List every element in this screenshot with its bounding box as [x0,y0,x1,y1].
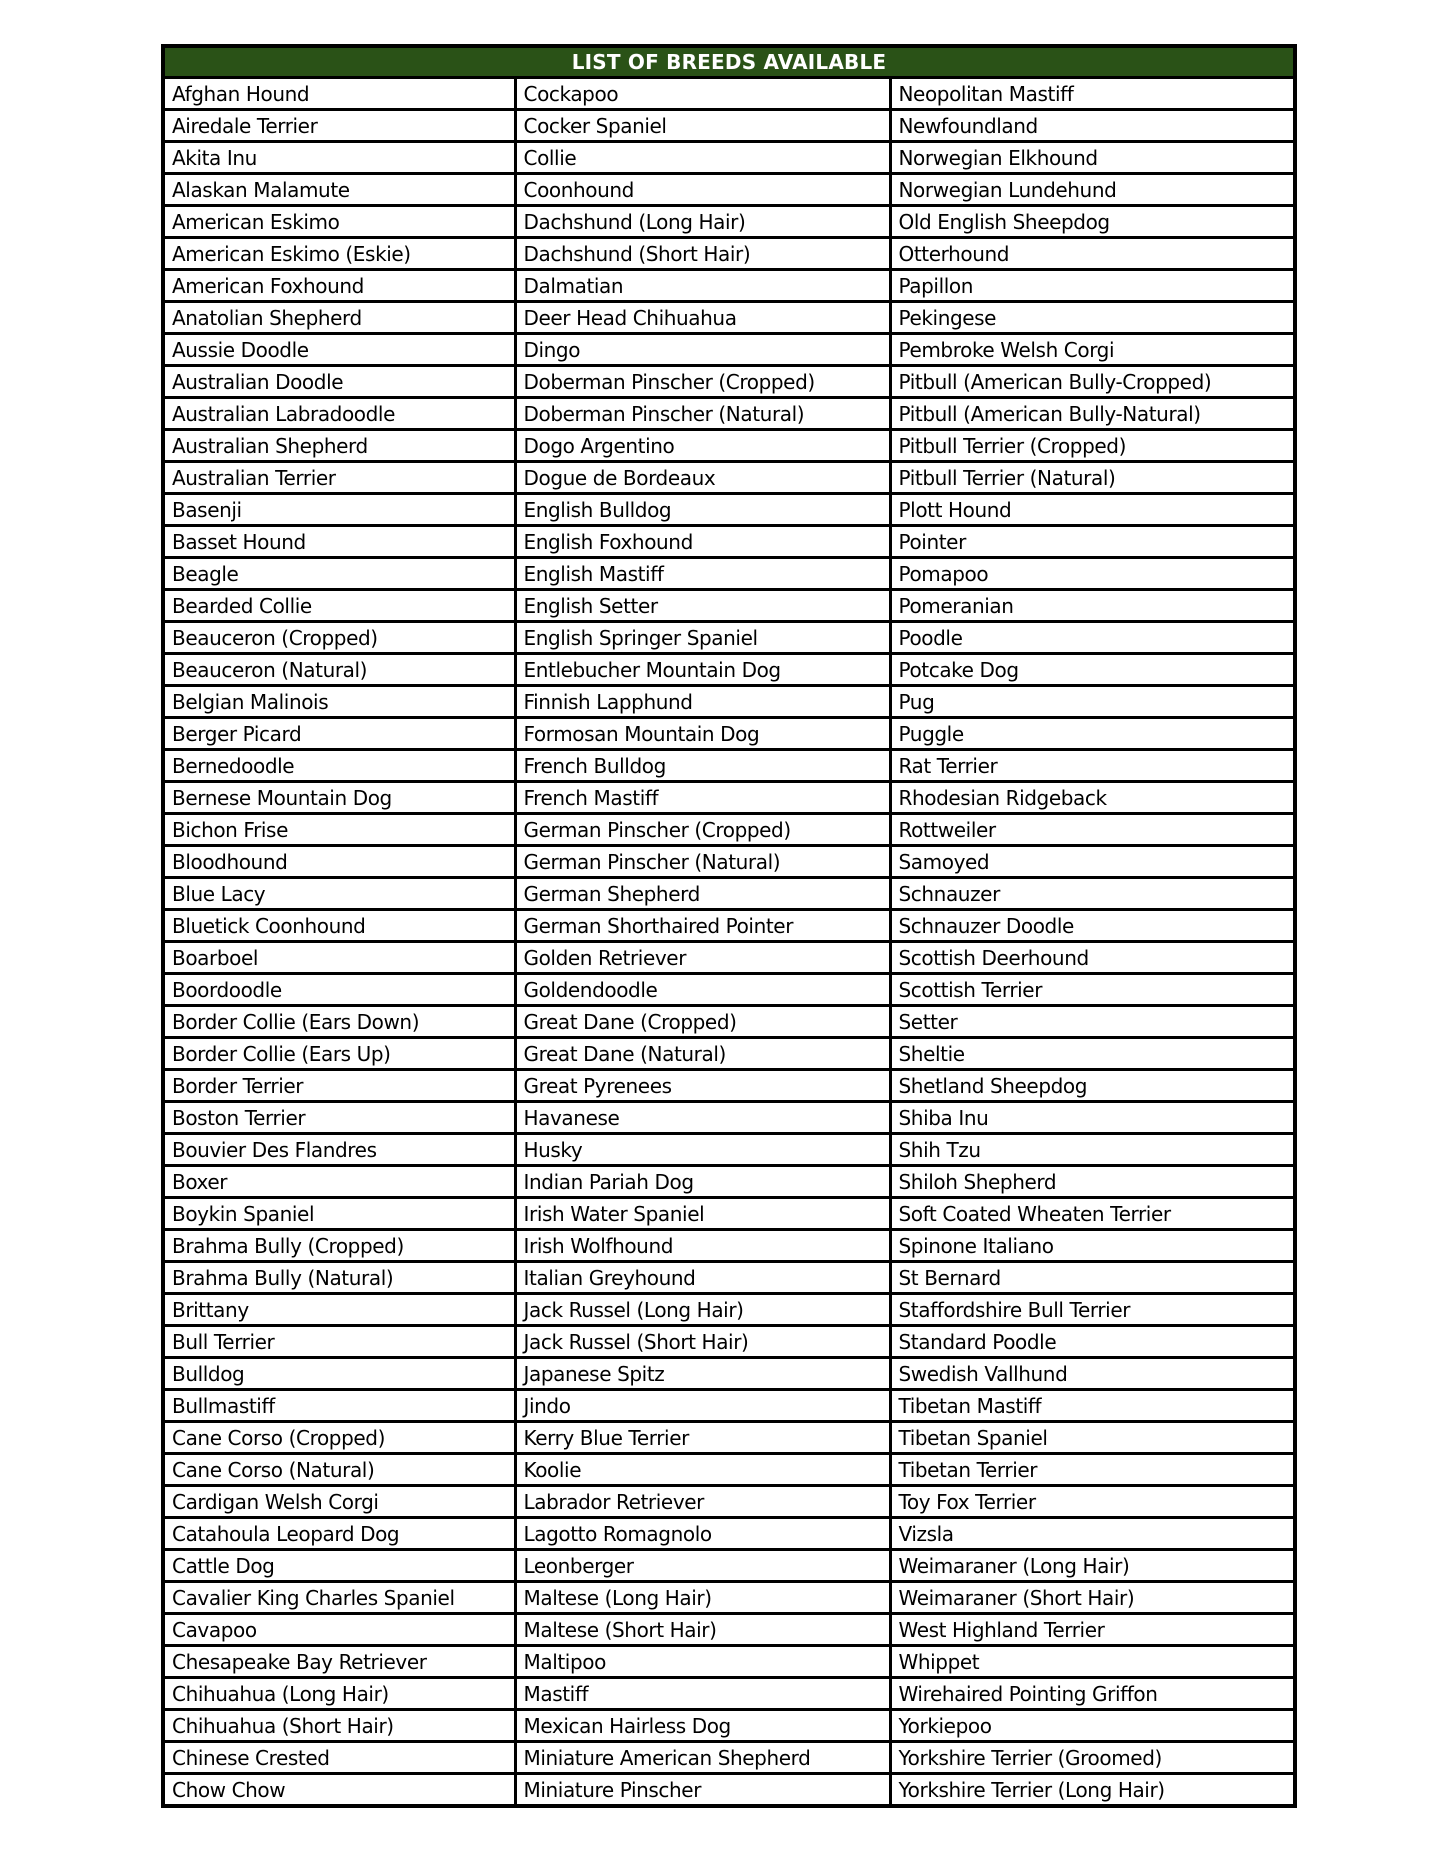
breed-cell: American Eskimo [163,206,515,238]
breed-cell: Miniature American Shepherd [515,1742,890,1774]
breed-cell: Pekingese [890,302,1295,334]
breed-cell: Border Collie (Ears Down) [163,1006,515,1038]
breed-cell: English Mastiff [515,558,890,590]
breed-cell: Tibetan Mastiff [890,1390,1295,1422]
breed-cell: Cocker Spaniel [515,110,890,142]
breed-cell: Tibetan Terrier [890,1454,1295,1486]
breed-cell: Chow Chow [163,1774,515,1807]
breed-cell: Beagle [163,558,515,590]
breed-cell: Australian Doodle [163,366,515,398]
breed-cell: English Bulldog [515,494,890,526]
breed-cell: Dachshund (Long Hair) [515,206,890,238]
breed-cell: Schnauzer [890,878,1295,910]
breed-cell: Airedale Terrier [163,110,515,142]
breed-cell: Potcake Dog [890,654,1295,686]
table-row [163,814,1295,846]
table-row [163,1326,1295,1358]
breed-cell: Cane Corso (Natural) [163,1454,515,1486]
breed-cell: Old English Sheepdog [890,206,1295,238]
breed-cell: Samoyed [890,846,1295,878]
breed-cell: Cattle Dog [163,1550,515,1582]
breed-cell: Cockapoo [515,78,890,110]
breed-cell: German Shepherd [515,878,890,910]
breed-cell: Japanese Spitz [515,1358,890,1390]
table-row [163,878,1295,910]
breed-cell: English Setter [515,590,890,622]
breed-cell: Italian Greyhound [515,1262,890,1294]
breed-cell: Scottish Terrier [890,974,1295,1006]
breeds-table [161,44,1297,1808]
table-row [163,430,1295,462]
breed-cell: Irish Water Spaniel [515,1198,890,1230]
breed-cell: Formosan Mountain Dog [515,718,890,750]
breed-cell: Setter [890,1006,1295,1038]
breed-cell: Toy Fox Terrier [890,1486,1295,1518]
breed-cell: Collie [515,142,890,174]
table-row [163,1070,1295,1102]
breed-cell: Koolie [515,1454,890,1486]
breed-cell: Berger Picard [163,718,515,750]
breed-cell: Bouvier Des Flandres [163,1134,515,1166]
breed-cell: Yorkiepoo [890,1710,1295,1742]
breed-cell: Chesapeake Bay Retriever [163,1646,515,1678]
breed-cell: Bernedoodle [163,750,515,782]
breed-cell: Golden Retriever [515,942,890,974]
table-row [163,1134,1295,1166]
breed-cell: Great Dane (Natural) [515,1038,890,1070]
breed-cell: Great Pyrenees [515,1070,890,1102]
breed-cell: Maltese (Short Hair) [515,1614,890,1646]
breed-cell: Maltese (Long Hair) [515,1582,890,1614]
breed-cell: Border Collie (Ears Up) [163,1038,515,1070]
table-row [163,78,1295,110]
breed-cell: Newfoundland [890,110,1295,142]
breed-cell: Belgian Malinois [163,686,515,718]
table-row [163,686,1295,718]
breed-cell: Chihuahua (Long Hair) [163,1678,515,1710]
table-row [163,398,1295,430]
table-row [163,462,1295,494]
breed-cell: French Bulldog [515,750,890,782]
breed-cell: Dogo Argentino [515,430,890,462]
table-row [163,334,1295,366]
table-row [163,654,1295,686]
table-row [163,1006,1295,1038]
breed-cell: Brahma Bully (Natural) [163,1262,515,1294]
table-row [163,526,1295,558]
breed-cell: Poodle [890,622,1295,654]
table-row [163,974,1295,1006]
breed-cell: Bluetick Coonhound [163,910,515,942]
table-row [163,366,1295,398]
breed-cell: Cavalier King Charles Spaniel [163,1582,515,1614]
breed-cell: Indian Pariah Dog [515,1166,890,1198]
breed-cell: Dingo [515,334,890,366]
breed-cell: Deer Head Chihuahua [515,302,890,334]
breed-cell: Basset Hound [163,526,515,558]
breed-cell: Boykin Spaniel [163,1198,515,1230]
breed-cell: Rhodesian Ridgeback [890,782,1295,814]
breed-cell: Neopolitan Mastiff [890,78,1295,110]
breed-cell: Bearded Collie [163,590,515,622]
breed-cell: Dachshund (Short Hair) [515,238,890,270]
table-row [163,1294,1295,1326]
breed-cell: Jindo [515,1390,890,1422]
breed-cell: Spinone Italiano [890,1230,1295,1262]
breed-cell: Boordoodle [163,974,515,1006]
breed-cell: Jack Russel (Long Hair) [515,1294,890,1326]
breed-cell: American Eskimo (Eskie) [163,238,515,270]
breed-cell: Shiba Inu [890,1102,1295,1134]
breed-cell: Yorkshire Terrier (Long Hair) [890,1774,1295,1807]
table-row [163,206,1295,238]
breed-cell: Pomapoo [890,558,1295,590]
breed-cell: Norwegian Elkhound [890,142,1295,174]
breed-cell: Border Terrier [163,1070,515,1102]
breed-cell: Whippet [890,1646,1295,1678]
breed-cell: Staffordshire Bull Terrier [890,1294,1295,1326]
breed-cell: Soft Coated Wheaten Terrier [890,1198,1295,1230]
breed-cell: Jack Russel (Short Hair) [515,1326,890,1358]
table-body [163,78,1295,1807]
breed-cell: Brahma Bully (Cropped) [163,1230,515,1262]
table-row [163,782,1295,814]
breed-cell: Anatolian Shepherd [163,302,515,334]
breed-cell: Pitbull Terrier (Cropped) [890,430,1295,462]
table-row [163,1390,1295,1422]
table-row [163,1710,1295,1742]
breed-cell: Maltipoo [515,1646,890,1678]
breed-cell: Schnauzer Doodle [890,910,1295,942]
table-row [163,1646,1295,1678]
breed-cell: Mastiff [515,1678,890,1710]
breed-cell: Wirehaired Pointing Griffon [890,1678,1295,1710]
breed-cell: Aussie Doodle [163,334,515,366]
table-row [163,1230,1295,1262]
breed-cell: Papillon [890,270,1295,302]
table-row [163,590,1295,622]
table-row [163,942,1295,974]
table-row [163,1038,1295,1070]
table-row [163,558,1295,590]
breed-cell: Vizsla [890,1518,1295,1550]
breed-cell: Tibetan Spaniel [890,1422,1295,1454]
breed-cell: Irish Wolfhound [515,1230,890,1262]
table-row [163,270,1295,302]
table-row [163,1614,1295,1646]
breed-cell: Shih Tzu [890,1134,1295,1166]
table-row [163,494,1295,526]
breed-cell: Goldendoodle [515,974,890,1006]
breed-cell: Alaskan Malamute [163,174,515,206]
breed-cell: Swedish Vallhund [890,1358,1295,1390]
breed-cell: Kerry Blue Terrier [515,1422,890,1454]
table-row [163,910,1295,942]
breed-cell: Bulldog [163,1358,515,1390]
breed-cell: Doberman Pinscher (Natural) [515,398,890,430]
table-row [163,1198,1295,1230]
table-row [163,1678,1295,1710]
breed-cell: Chihuahua (Short Hair) [163,1710,515,1742]
breed-cell: Pembroke Welsh Corgi [890,334,1295,366]
table-row [163,1166,1295,1198]
breed-cell: Leonberger [515,1550,890,1582]
breed-cell: Doberman Pinscher (Cropped) [515,366,890,398]
breed-cell: German Pinscher (Cropped) [515,814,890,846]
breed-cell: Miniature Pinscher [515,1774,890,1807]
table-header-row [163,46,1295,78]
breed-cell: Catahoula Leopard Dog [163,1518,515,1550]
table-row [163,238,1295,270]
breed-cell: Cane Corso (Cropped) [163,1422,515,1454]
breed-cell: Great Dane (Cropped) [515,1006,890,1038]
breed-cell: St Bernard [890,1262,1295,1294]
breed-cell: Cardigan Welsh Corgi [163,1486,515,1518]
breed-cell: Pitbull Terrier (Natural) [890,462,1295,494]
table-row [163,750,1295,782]
table-row [163,1262,1295,1294]
breed-cell: Pomeranian [890,590,1295,622]
breed-cell: Entlebucher Mountain Dog [515,654,890,686]
breed-cell: Australian Labradoodle [163,398,515,430]
breed-cell: Dogue de Bordeaux [515,462,890,494]
breed-cell: Bernese Mountain Dog [163,782,515,814]
breed-cell: Husky [515,1134,890,1166]
breed-cell: Coonhound [515,174,890,206]
table-row [163,718,1295,750]
breed-cell: Bloodhound [163,846,515,878]
table-row [163,302,1295,334]
breed-cell: Rottweiler [890,814,1295,846]
breed-cell: Pointer [890,526,1295,558]
breed-cell: Pitbull (American Bully-Natural) [890,398,1295,430]
table-row [163,622,1295,654]
breed-cell: Blue Lacy [163,878,515,910]
table-row [163,142,1295,174]
breed-cell: Boxer [163,1166,515,1198]
breed-cell: French Mastiff [515,782,890,814]
breed-cell: Scottish Deerhound [890,942,1295,974]
breed-cell: German Pinscher (Natural) [515,846,890,878]
breed-cell: Finnish Lapphund [515,686,890,718]
table-row [163,174,1295,206]
breed-cell: Cavapoo [163,1614,515,1646]
breed-cell: English Foxhound [515,526,890,558]
table-row [163,1582,1295,1614]
table-title: LIST OF BREEDS AVAILABLE [163,46,1295,78]
breed-cell: Chinese Crested [163,1742,515,1774]
breed-cell: Shetland Sheepdog [890,1070,1295,1102]
table-row [163,1518,1295,1550]
breed-cell: Sheltie [890,1038,1295,1070]
breed-cell: Beauceron (Natural) [163,654,515,686]
table-row [163,1102,1295,1134]
table-row [163,1422,1295,1454]
breed-cell: Rat Terrier [890,750,1295,782]
breed-cell: Otterhound [890,238,1295,270]
breed-cell: Boarboel [163,942,515,974]
breed-cell: German Shorthaired Pointer [515,910,890,942]
breed-cell: Bull Terrier [163,1326,515,1358]
breed-cell: Weimaraner (Short Hair) [890,1582,1295,1614]
breed-cell: Bullmastiff [163,1390,515,1422]
breed-cell: Pitbull (American Bully-Cropped) [890,366,1295,398]
breed-cell: Standard Poodle [890,1326,1295,1358]
breed-cell: Yorkshire Terrier (Groomed) [890,1742,1295,1774]
table-row [163,1358,1295,1390]
breed-cell: Akita Inu [163,142,515,174]
breed-cell: Norwegian Lundehund [890,174,1295,206]
table-row [163,1486,1295,1518]
breed-cell: English Springer Spaniel [515,622,890,654]
table-row [163,846,1295,878]
breed-cell: Plott Hound [890,494,1295,526]
table-row [163,1742,1295,1774]
breed-cell: Boston Terrier [163,1102,515,1134]
breed-cell: Weimaraner (Long Hair) [890,1550,1295,1582]
table-row [163,110,1295,142]
breed-cell: Mexican Hairless Dog [515,1710,890,1742]
breed-cell: Basenji [163,494,515,526]
breed-cell: Bichon Frise [163,814,515,846]
breed-cell: Pug [890,686,1295,718]
breed-cell: Beauceron (Cropped) [163,622,515,654]
breed-cell: Brittany [163,1294,515,1326]
breed-cell: Shiloh Shepherd [890,1166,1295,1198]
breed-cell: Puggle [890,718,1295,750]
table-row [163,1550,1295,1582]
breed-cell: Havanese [515,1102,890,1134]
breed-cell: Afghan Hound [163,78,515,110]
breed-cell: Australian Shepherd [163,430,515,462]
breed-cell: West Highland Terrier [890,1614,1295,1646]
breed-cell: Labrador Retriever [515,1486,890,1518]
breed-cell: American Foxhound [163,270,515,302]
table-row [163,1774,1295,1807]
breed-cell: Dalmatian [515,270,890,302]
breed-cell: Australian Terrier [163,462,515,494]
table-row [163,1454,1295,1486]
breed-cell: Lagotto Romagnolo [515,1518,890,1550]
